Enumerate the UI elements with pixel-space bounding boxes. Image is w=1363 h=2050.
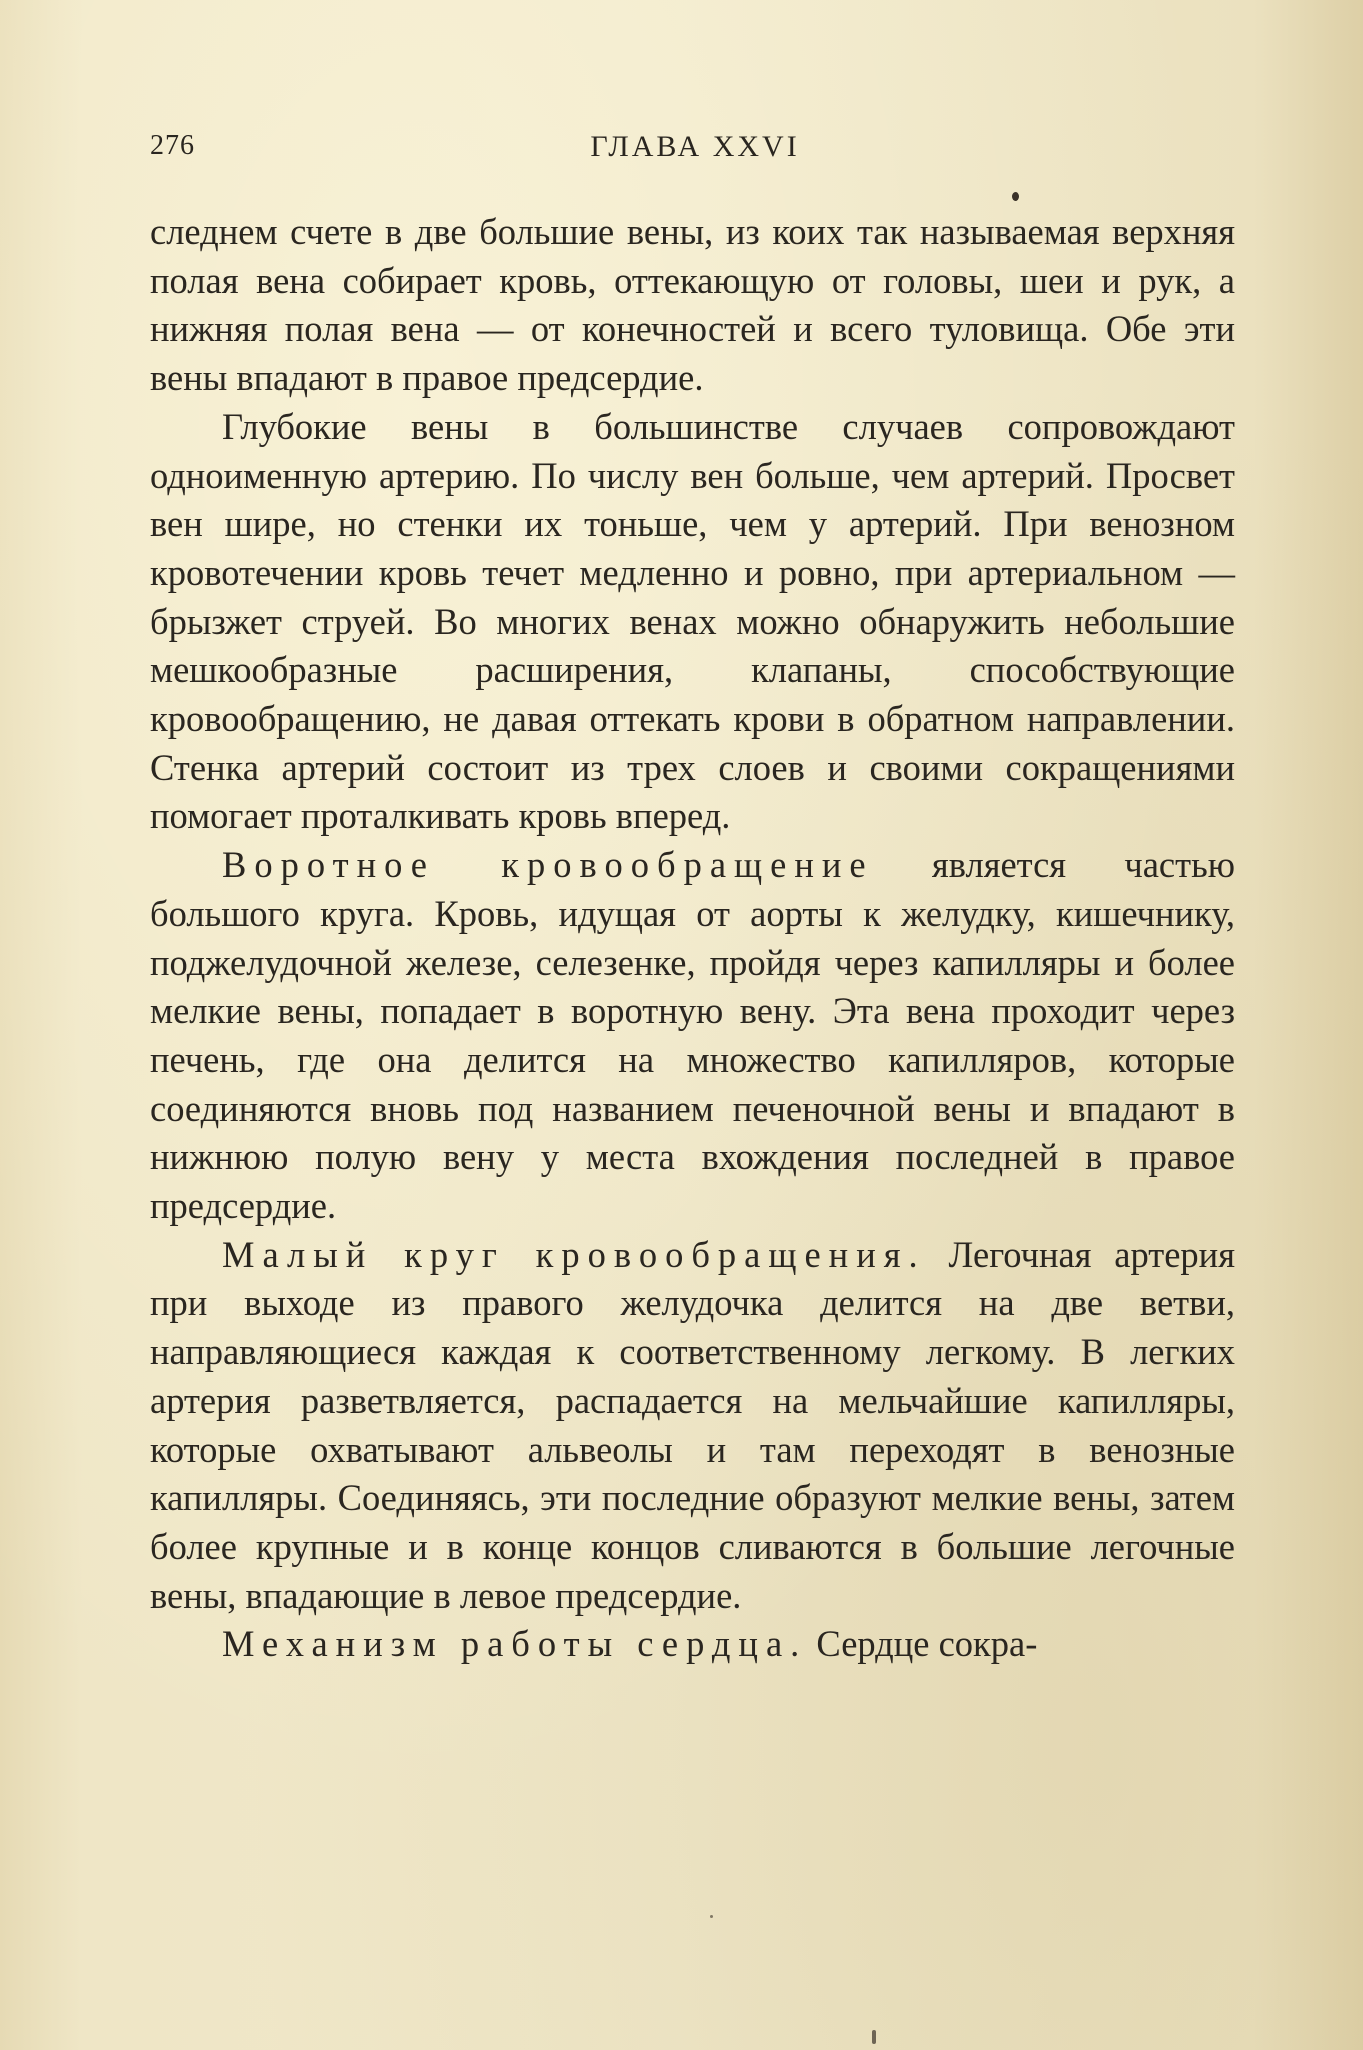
paragraph-heart-mechanism — [150, 1620, 1235, 1669]
ink-speck — [872, 2030, 876, 2044]
page-number: 276 — [150, 130, 195, 161]
paragraph-deep-veins: Глубокие вены в большинстве случаев сопровождают одноименную артерию. По числу вен больше, чем артерий. Просвет вен шире, но стенки их тоньше, чем у артерий. При венозном кровотечении кровь течет медленно и ровно, при артериальном — брызжет струей. Во многих венах можно обнаружить небольшие мешкообразные расширения, клапаны, способствующие кровообращению, не давая оттекать крови в обратном направлении. Стенка артерий состоит из трех слоев и своими сокращениями помогает проталкивать кровь вперед. — [150, 405, 1235, 837]
paragraph-portal-text: является частью большого круга. Кровь, идущая от аорты к желудку, кишечнику, поджелудочной железе, селезенке, пройдя через капилляры и более мелкие вены, попадает в воротную вену. Эта вена проходит через печень, где она делится на множество капилляров, которые соединяются вновь под названием печеночной вены и впадают в нижнюю полую вену у места вхождения последней в правое предсердие. — [150, 844, 1235, 1227]
paragraph-pulmonary-circulation — [150, 1231, 1235, 1621]
running-head — [150, 130, 1240, 170]
section-lead-portal: Воротное кровообращение — [222, 844, 874, 886]
section-lead-heart: Механизм работы сердца. — [222, 1623, 808, 1665]
chapter-title: ГЛАВА XXVI — [590, 130, 800, 163]
ink-speck — [710, 1915, 713, 1918]
paragraph-continuation: следнем счете в две большие вены, из коих так называемая верхняя полая вена собирает кровь, оттекающую от головы, шеи и рук, а нижняя полая вена — от конечностей и всего туловища. Обе эти вены впадают в правое предсердие. — [150, 211, 1235, 399]
paragraph-portal-circulation — [150, 841, 1235, 1231]
paragraph-heart-text: Сердце сокра- — [807, 1623, 1038, 1665]
section-lead-pulmonary: Малый круг кровообращения. — [222, 1233, 926, 1275]
paragraph-pulmonary-text: Легочная артерия при выходе из правого желудочка делится на две ветви, направляющиеся каждая к соответственному легкому. В легких артерия разветвляется, распадается на мельчайшие капилляры, которые охватывают альвеолы и там переходят в венозные капилляры. Соединяясь, эти последние образуют мелкие вены, затем более крупные и в конце концов сливаются в большие легочные вены, впадающие в левое предсердие. — [150, 1233, 1235, 1616]
body-text — [150, 208, 1235, 1669]
ink-speck — [1012, 192, 1019, 201]
